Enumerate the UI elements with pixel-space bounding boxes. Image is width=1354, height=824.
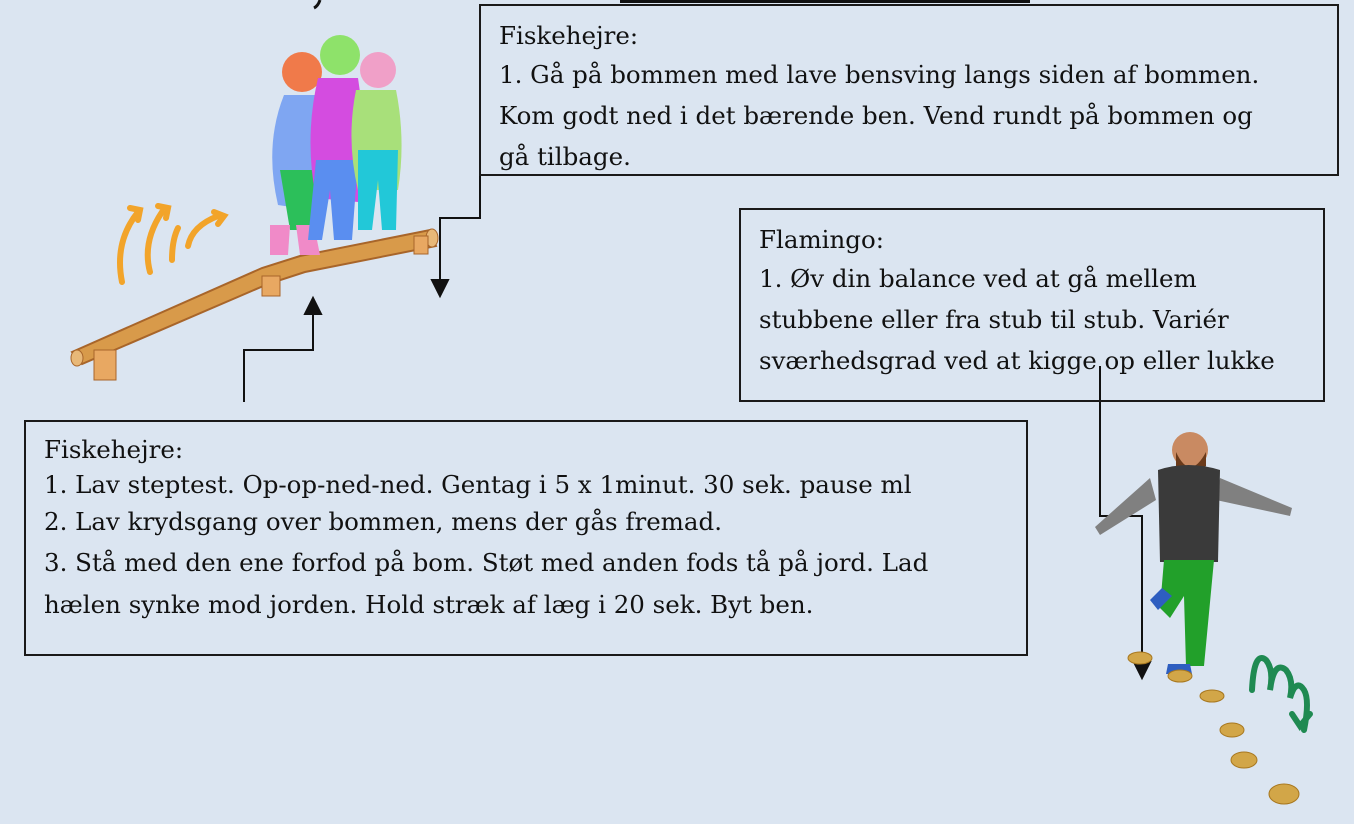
arrow-bottom-box-connector xyxy=(244,298,321,402)
arrow-top-box-connector xyxy=(432,176,480,296)
instruction-line: 2. Lav krydsgang over bommen, mens der gås fremad. xyxy=(44,507,722,536)
instruction-line: hælen synke mod jorden. Hold stræk af læg i 20 sek. Byt ben. xyxy=(44,590,814,619)
flamingo-instructions-box xyxy=(739,208,1325,402)
balance-beam-illustration xyxy=(71,229,438,380)
instruction-line: gå tilbage. xyxy=(499,142,631,171)
instruction-line: sværhedsgrad ved at kigge op eller lukke xyxy=(759,346,1275,375)
motion-arrows-orange-icon xyxy=(120,206,224,282)
instruction-line: 1. Lav steptest. Op-op-ned-ned. Gentag i 5 x 1minut. 30 sek. pause ml xyxy=(44,470,912,499)
box-title: Fiskehejre: xyxy=(499,21,639,50)
box-title: Fiskehejre: xyxy=(44,435,184,464)
instruction-line: 1. Gå på bommen med lave bensving langs siden af bommen. xyxy=(499,60,1260,89)
instruction-line: stubbene eller fra stub til stub. Variér xyxy=(759,305,1229,334)
instruction-line: 3. Stå med den ene forfod på bom. Støt med anden fods tå på jord. Lad xyxy=(44,548,929,577)
motion-arrow-green-icon xyxy=(1252,658,1310,730)
box-title: Flamingo: xyxy=(759,225,884,254)
instruction-line: 1. Øv din balance ved at gå mellem xyxy=(759,264,1197,293)
fiskehejre-exercise-list-box xyxy=(24,420,1028,656)
instruction-line: Kom godt ned i det bærende ben. Vend rundt på bommen og xyxy=(499,101,1253,130)
walking-people-illustration xyxy=(270,35,402,255)
balancing-man-illustration xyxy=(1095,432,1292,674)
fiskehejre-beam-instructions-box xyxy=(479,4,1339,176)
